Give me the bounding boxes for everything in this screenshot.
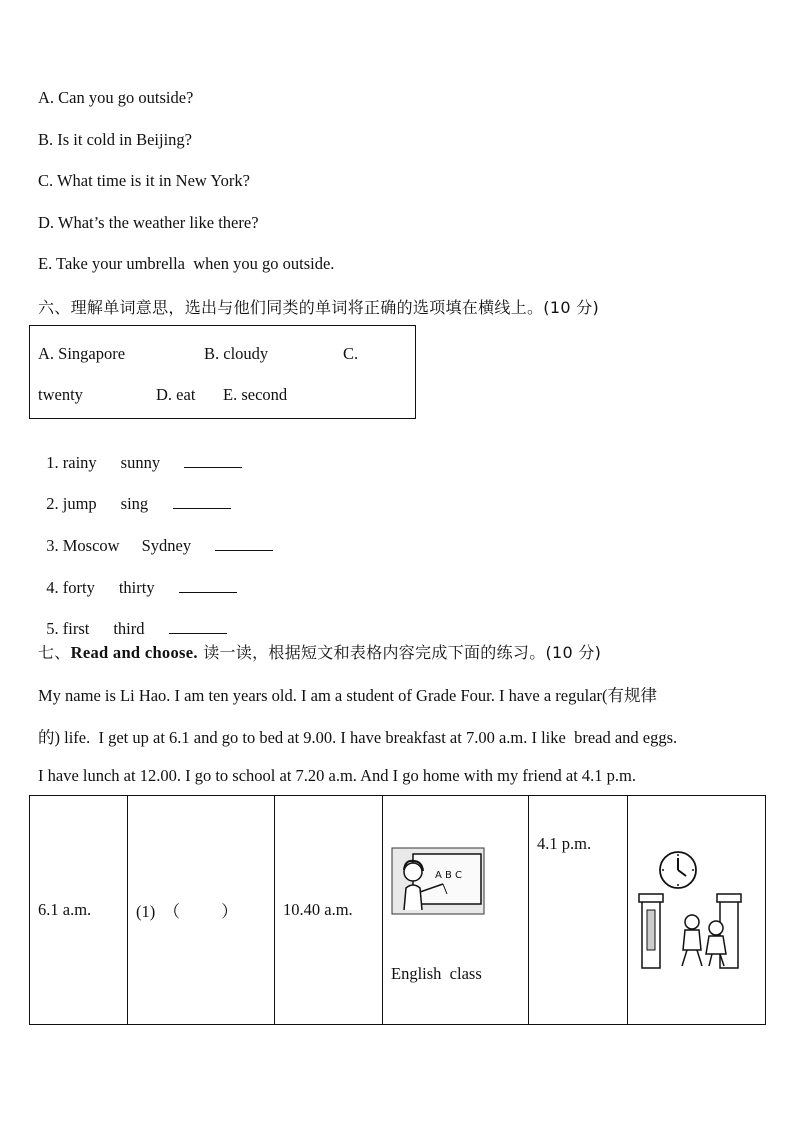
passage-line: 的) life. I get up at 6.1 and go to bed at 9.00. I have breakfast at 7.00 a.m. I like bread and eggs. [38, 728, 678, 747]
answer-blank[interactable] [184, 453, 242, 468]
question-row [38, 474, 231, 514]
children-going-home-picture [634, 848, 758, 972]
question-row [38, 516, 273, 556]
word-option-e: E. second [223, 385, 288, 404]
question-row [38, 599, 227, 639]
word-option-b: B. cloudy [204, 344, 269, 363]
question-word: thirty [118, 578, 155, 597]
question-word: Sydney [141, 536, 192, 555]
word-options-box [29, 325, 416, 419]
passage-line: I have lunch at 12.00. I go to school at 7.20 a.m. And I go home with my friend at 4.1 p.m. [38, 766, 637, 785]
question-word: rainy [62, 453, 97, 472]
question-number: 2. [46, 494, 59, 513]
option-a-text: A. Can you go outside? [38, 88, 194, 107]
section7-heading [38, 640, 601, 663]
question-word: sunny [120, 453, 161, 472]
word-option-a: A. Singapore [38, 344, 126, 363]
question-number: 4. [46, 578, 59, 597]
answer-blank[interactable] [179, 578, 237, 593]
question-number: 5. [46, 619, 59, 638]
answer-blank[interactable] [173, 494, 231, 509]
teacher-blackboard-picture [391, 846, 487, 918]
schedule-table [29, 795, 766, 1025]
word-option-c-label: C. [343, 344, 359, 363]
section6-heading: 六、理解单词意思，选出与他们同类的单词将正确的选项填在横线上。(10 分) [38, 298, 600, 317]
option-c-text: C. What time is it in New York? [38, 171, 250, 190]
option-d-text: D. What’s the weather like there? [38, 213, 259, 232]
blackboard-letters: A B C [435, 870, 463, 881]
question-row [38, 433, 242, 473]
question-number: 3. [46, 536, 59, 555]
section7-title-chinese: 读一读，根据短文和表格内容完成下面的练习。(10 分) [197, 643, 602, 662]
option-b-text: B. Is it cold in Beijing? [38, 130, 192, 149]
question-row [38, 558, 237, 598]
word-option-c-word: twenty [38, 385, 83, 404]
answer-cell-1[interactable]: (1) （ ） [128, 796, 275, 1025]
question-word: jump [62, 494, 97, 513]
english-class-caption: English class [391, 964, 482, 983]
passage-line: My name is Li Hao. I am ten years old. I am a student of Grade Four. I have a regular(有规律 [38, 686, 658, 705]
question-word: sing [120, 494, 149, 513]
question-word: third [113, 619, 145, 638]
table-row [30, 796, 766, 1025]
section7-title-english: Read and choose. [70, 643, 198, 662]
option-e-text: E. Take your umbrella when you go outside. [38, 254, 335, 273]
time-cell-class: 10.40 a.m. [275, 796, 383, 1025]
answer-blank[interactable] [215, 536, 273, 551]
time-cell-getup: 6.1 a.m. [30, 796, 128, 1025]
question-number: 1. [46, 453, 59, 472]
time-cell-home: 4.1 p.m. [529, 796, 628, 1025]
going-home-cell [628, 796, 766, 1025]
question-word: first [62, 619, 90, 638]
answer-blank[interactable] [169, 619, 227, 634]
english-class-cell [383, 796, 529, 1025]
question-word: forty [62, 578, 95, 597]
word-option-d: D. eat [156, 385, 196, 404]
section7-number: 七、 [38, 643, 71, 662]
question-word: Moscow [62, 536, 120, 555]
